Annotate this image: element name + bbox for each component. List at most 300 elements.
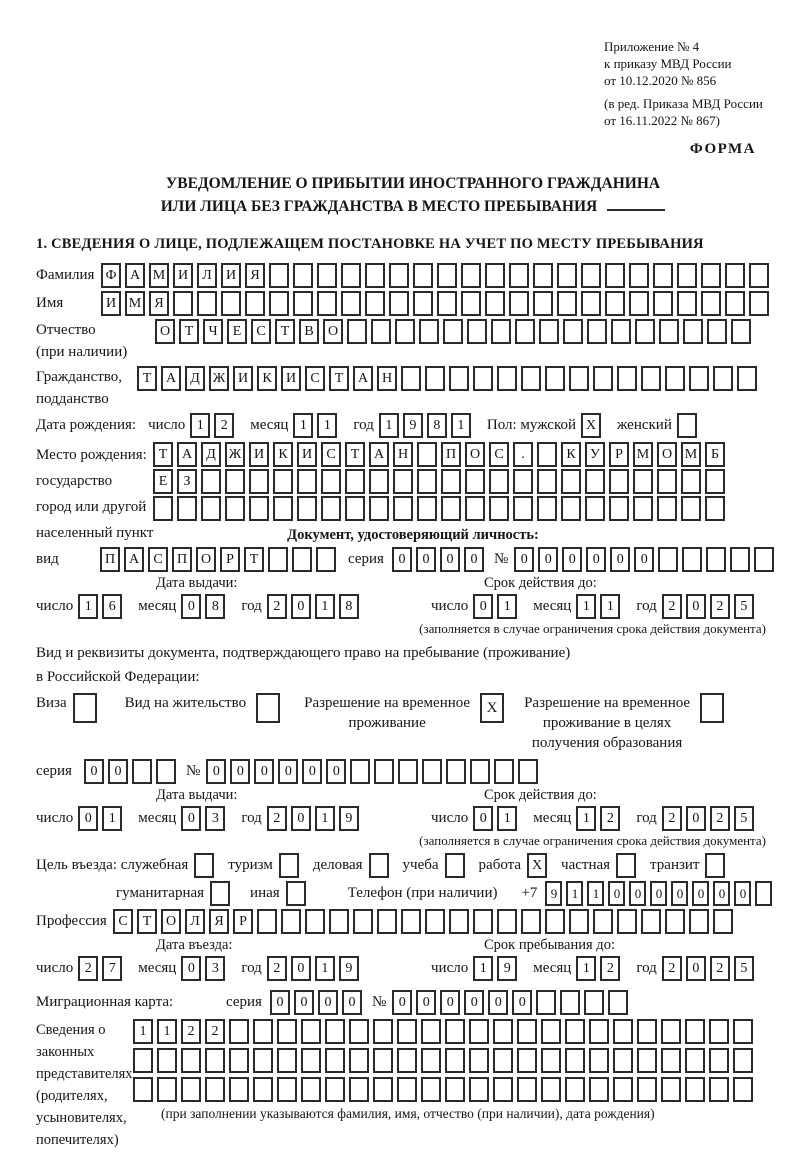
char-cell[interactable]: [437, 291, 457, 316]
char-cell-filled[interactable]: Р: [609, 442, 629, 467]
char-cell[interactable]: [205, 1077, 225, 1102]
char-cell[interactable]: [613, 1019, 633, 1044]
char-cell[interactable]: [733, 1019, 753, 1044]
char-cell-filled[interactable]: 0: [302, 759, 322, 784]
char-cell[interactable]: [589, 1019, 609, 1044]
char-cell[interactable]: [373, 1077, 393, 1102]
char-cell[interactable]: [705, 853, 725, 878]
char-cell[interactable]: [194, 853, 214, 878]
char-cell-filled[interactable]: 2: [662, 956, 682, 981]
char-cell[interactable]: [677, 291, 697, 316]
char-cell[interactable]: [437, 263, 457, 288]
char-cell-filled[interactable]: 1: [576, 594, 596, 619]
char-cell[interactable]: [616, 853, 636, 878]
char-cell[interactable]: [205, 1048, 225, 1073]
char-cell-filled[interactable]: Л: [185, 909, 205, 934]
char-cell[interactable]: [653, 263, 673, 288]
char-cell[interactable]: [421, 1019, 441, 1044]
char-cell-filled[interactable]: 0: [291, 594, 311, 619]
char-cell-filled[interactable]: З: [177, 469, 197, 494]
char-cell[interactable]: [297, 469, 317, 494]
char-cell-filled[interactable]: 1: [576, 956, 596, 981]
char-cell[interactable]: [273, 496, 293, 521]
char-cell[interactable]: [229, 1077, 249, 1102]
char-cell-filled[interactable]: .: [513, 442, 533, 467]
char-cell[interactable]: [345, 469, 365, 494]
char-cell[interactable]: [467, 319, 487, 344]
char-cell[interactable]: [153, 496, 173, 521]
char-cell[interactable]: [633, 469, 653, 494]
char-cell[interactable]: [419, 319, 439, 344]
char-cell[interactable]: [705, 496, 725, 521]
char-cell[interactable]: [709, 1048, 729, 1073]
char-cell-filled[interactable]: 2: [600, 956, 620, 981]
char-cell-filled[interactable]: Т: [329, 366, 349, 391]
char-cell[interactable]: [201, 469, 221, 494]
char-cell-filled[interactable]: М: [633, 442, 653, 467]
char-cell[interactable]: [329, 909, 349, 934]
char-cell[interactable]: [201, 496, 221, 521]
char-cell[interactable]: [369, 469, 389, 494]
char-cell[interactable]: [245, 291, 265, 316]
char-cell[interactable]: [132, 759, 152, 784]
char-cell-filled[interactable]: 2: [710, 956, 730, 981]
char-cell-filled[interactable]: О: [657, 442, 677, 467]
char-cell-filled[interactable]: 0: [512, 990, 532, 1015]
char-cell[interactable]: [659, 319, 679, 344]
char-cell[interactable]: [608, 990, 628, 1015]
char-cell-filled[interactable]: 0: [254, 759, 274, 784]
char-cell[interactable]: [629, 291, 649, 316]
char-cell-filled[interactable]: 1: [497, 806, 517, 831]
char-cell[interactable]: [321, 496, 341, 521]
char-cell[interactable]: [681, 469, 701, 494]
char-cell-filled[interactable]: Р: [233, 909, 253, 934]
char-cell[interactable]: [377, 909, 397, 934]
char-cell[interactable]: [560, 990, 580, 1015]
char-cell[interactable]: [341, 263, 361, 288]
char-cell-filled[interactable]: 0: [416, 547, 436, 572]
char-cell-filled[interactable]: Ф: [101, 263, 121, 288]
char-cell-filled[interactable]: 0: [392, 990, 412, 1015]
char-cell-filled[interactable]: Я: [245, 263, 265, 288]
char-cell[interactable]: [661, 1077, 681, 1102]
char-cell[interactable]: [157, 1048, 177, 1073]
char-cell[interactable]: [518, 759, 538, 784]
char-cell[interactable]: [517, 1019, 537, 1044]
char-cell-filled[interactable]: 0: [634, 547, 654, 572]
char-cell-filled[interactable]: 0: [291, 806, 311, 831]
char-cell[interactable]: [541, 1048, 561, 1073]
char-cell-filled[interactable]: О: [196, 547, 216, 572]
char-cell-filled[interactable]: А: [125, 263, 145, 288]
char-cell[interactable]: [605, 291, 625, 316]
char-cell-filled[interactable]: 0: [291, 956, 311, 981]
char-cell[interactable]: [493, 1019, 513, 1044]
char-cell[interactable]: [449, 366, 469, 391]
char-cell-filled[interactable]: А: [177, 442, 197, 467]
char-cell-filled[interactable]: В: [299, 319, 319, 344]
char-cell[interactable]: [725, 263, 745, 288]
char-cell[interactable]: [653, 291, 673, 316]
char-cell-filled[interactable]: 0: [342, 990, 362, 1015]
char-cell[interactable]: [629, 263, 649, 288]
char-cell-filled[interactable]: 1: [497, 594, 517, 619]
char-cell[interactable]: [539, 319, 559, 344]
char-cell[interactable]: [541, 1077, 561, 1102]
char-cell-filled[interactable]: О: [155, 319, 175, 344]
char-cell-filled[interactable]: 0: [440, 547, 460, 572]
char-cell[interactable]: [541, 1019, 561, 1044]
char-cell[interactable]: [325, 1048, 345, 1073]
char-cell[interactable]: [537, 442, 557, 467]
char-cell[interactable]: [317, 291, 337, 316]
char-cell[interactable]: [397, 1077, 417, 1102]
char-cell-filled[interactable]: 6: [102, 594, 122, 619]
char-cell[interactable]: [371, 319, 391, 344]
char-cell[interactable]: [389, 291, 409, 316]
char-cell[interactable]: [537, 469, 557, 494]
char-cell-filled[interactable]: 0: [650, 881, 667, 906]
char-cell[interactable]: [617, 909, 637, 934]
char-cell-filled[interactable]: 0: [181, 806, 201, 831]
char-cell[interactable]: [593, 366, 613, 391]
char-cell[interactable]: [497, 366, 517, 391]
char-cell[interactable]: [589, 1048, 609, 1073]
char-cell-filled[interactable]: 1: [587, 881, 604, 906]
char-cell[interactable]: [249, 469, 269, 494]
char-cell-filled[interactable]: И: [221, 263, 241, 288]
char-cell[interactable]: [749, 263, 769, 288]
char-cell-filled[interactable]: 1: [600, 594, 620, 619]
char-cell[interactable]: [635, 319, 655, 344]
char-cell[interactable]: [321, 469, 341, 494]
char-cell-filled[interactable]: 2: [205, 1019, 225, 1044]
char-cell[interactable]: [713, 909, 733, 934]
char-cell[interactable]: [301, 1048, 321, 1073]
char-cell-filled[interactable]: А: [161, 366, 181, 391]
char-cell[interactable]: [293, 291, 313, 316]
char-cell[interactable]: [733, 1077, 753, 1102]
char-cell[interactable]: [565, 1048, 585, 1073]
char-cell[interactable]: [706, 547, 726, 572]
char-cell-filled[interactable]: 0: [181, 956, 201, 981]
char-cell-filled[interactable]: 1: [102, 806, 122, 831]
char-cell-filled[interactable]: И: [281, 366, 301, 391]
char-cell-filled[interactable]: У: [585, 442, 605, 467]
char-cell[interactable]: [584, 990, 604, 1015]
char-cell-filled[interactable]: 0: [440, 990, 460, 1015]
char-cell[interactable]: [683, 319, 703, 344]
char-cell[interactable]: [317, 263, 337, 288]
char-cell[interactable]: [561, 496, 581, 521]
char-cell-filled[interactable]: Д: [201, 442, 221, 467]
char-cell[interactable]: [229, 1019, 249, 1044]
char-cell[interactable]: [521, 366, 541, 391]
char-cell[interactable]: [661, 1048, 681, 1073]
char-cell[interactable]: [277, 1048, 297, 1073]
char-cell[interactable]: [425, 366, 445, 391]
char-cell[interactable]: [637, 1048, 657, 1073]
char-cell-filled[interactable]: Т: [244, 547, 264, 572]
char-cell[interactable]: [257, 909, 277, 934]
char-cell[interactable]: [373, 1048, 393, 1073]
char-cell[interactable]: [685, 1077, 705, 1102]
char-cell[interactable]: [449, 909, 469, 934]
char-cell[interactable]: [465, 469, 485, 494]
char-cell[interactable]: [730, 547, 750, 572]
char-cell-filled[interactable]: О: [465, 442, 485, 467]
char-cell[interactable]: [305, 909, 325, 934]
char-cell[interactable]: [349, 1019, 369, 1044]
char-cell[interactable]: [253, 1077, 273, 1102]
char-cell[interactable]: [565, 1019, 585, 1044]
char-cell-filled[interactable]: Е: [153, 469, 173, 494]
char-cell[interactable]: [73, 693, 97, 723]
char-cell[interactable]: [173, 291, 193, 316]
char-cell[interactable]: [517, 1048, 537, 1073]
char-cell-filled[interactable]: А: [124, 547, 144, 572]
char-cell[interactable]: [613, 1077, 633, 1102]
char-cell[interactable]: [225, 496, 245, 521]
char-cell-filled[interactable]: И: [101, 291, 121, 316]
char-cell-filled[interactable]: 0: [392, 547, 412, 572]
char-cell-filled[interactable]: 0: [686, 806, 706, 831]
char-cell[interactable]: [569, 909, 589, 934]
char-cell-filled[interactable]: П: [441, 442, 461, 467]
char-cell[interactable]: [682, 547, 702, 572]
char-cell[interactable]: [641, 909, 661, 934]
char-cell-filled[interactable]: О: [161, 909, 181, 934]
char-cell-filled[interactable]: 0: [734, 881, 751, 906]
char-cell[interactable]: [658, 547, 678, 572]
char-cell[interactable]: [469, 1077, 489, 1102]
char-cell[interactable]: [493, 1077, 513, 1102]
char-cell[interactable]: [585, 496, 605, 521]
char-cell-filled[interactable]: М: [149, 263, 169, 288]
char-cell[interactable]: [665, 909, 685, 934]
char-cell[interactable]: [493, 1048, 513, 1073]
char-cell[interactable]: [417, 442, 437, 467]
char-cell[interactable]: [685, 1048, 705, 1073]
char-cell[interactable]: [515, 319, 535, 344]
char-cell[interactable]: [587, 319, 607, 344]
char-cell[interactable]: [637, 1019, 657, 1044]
char-cell[interactable]: [585, 469, 605, 494]
char-cell-filled[interactable]: 0: [108, 759, 128, 784]
char-cell-filled[interactable]: 2: [181, 1019, 201, 1044]
char-cell-filled[interactable]: 2: [662, 594, 682, 619]
char-cell-filled[interactable]: 9: [545, 881, 562, 906]
char-cell[interactable]: [443, 319, 463, 344]
char-cell[interactable]: [633, 496, 653, 521]
char-cell-filled[interactable]: 1: [576, 806, 596, 831]
char-cell-filled[interactable]: И: [249, 442, 269, 467]
char-cell[interactable]: [637, 1077, 657, 1102]
char-cell[interactable]: [445, 1019, 465, 1044]
char-cell-filled[interactable]: 9: [339, 956, 359, 981]
char-cell[interactable]: [210, 881, 230, 906]
char-cell[interactable]: [725, 291, 745, 316]
char-cell-filled[interactable]: 2: [267, 806, 287, 831]
char-cell-filled[interactable]: 5: [734, 956, 754, 981]
char-cell[interactable]: [521, 909, 541, 934]
char-cell-filled[interactable]: 9: [497, 956, 517, 981]
char-cell-filled[interactable]: X: [581, 413, 601, 438]
char-cell[interactable]: [181, 1048, 201, 1073]
char-cell[interactable]: [707, 319, 727, 344]
char-cell[interactable]: [754, 547, 774, 572]
char-cell-filled[interactable]: 0: [686, 594, 706, 619]
char-cell-filled[interactable]: Е: [227, 319, 247, 344]
char-cell[interactable]: [397, 1019, 417, 1044]
char-cell[interactable]: [341, 291, 361, 316]
char-cell[interactable]: [292, 547, 312, 572]
char-cell[interactable]: [393, 469, 413, 494]
char-cell[interactable]: [157, 1077, 177, 1102]
char-cell[interactable]: [545, 366, 565, 391]
char-cell[interactable]: [417, 469, 437, 494]
char-cell[interactable]: [229, 1048, 249, 1073]
char-cell-filled[interactable]: М: [681, 442, 701, 467]
char-cell-filled[interactable]: М: [125, 291, 145, 316]
char-cell-filled[interactable]: И: [173, 263, 193, 288]
char-cell[interactable]: [273, 469, 293, 494]
char-cell-filled[interactable]: 0: [629, 881, 646, 906]
char-cell-filled[interactable]: Я: [209, 909, 229, 934]
char-cell[interactable]: [565, 1077, 585, 1102]
char-cell-filled[interactable]: 0: [514, 547, 534, 572]
char-cell[interactable]: [446, 759, 466, 784]
char-cell-filled[interactable]: 1: [315, 594, 335, 619]
char-cell[interactable]: [277, 1019, 297, 1044]
char-cell[interactable]: [417, 496, 437, 521]
char-cell[interactable]: [397, 1048, 417, 1073]
char-cell[interactable]: [221, 291, 241, 316]
char-cell[interactable]: [301, 1077, 321, 1102]
char-cell[interactable]: [701, 263, 721, 288]
char-cell[interactable]: [253, 1048, 273, 1073]
char-cell[interactable]: [513, 469, 533, 494]
char-cell-filled[interactable]: 1: [190, 413, 210, 438]
char-cell[interactable]: [413, 263, 433, 288]
char-cell-filled[interactable]: 0: [206, 759, 226, 784]
char-cell-filled[interactable]: 5: [734, 806, 754, 831]
char-cell[interactable]: [293, 263, 313, 288]
char-cell[interactable]: [249, 496, 269, 521]
char-cell-filled[interactable]: П: [100, 547, 120, 572]
char-cell[interactable]: [494, 759, 514, 784]
char-cell[interactable]: [413, 291, 433, 316]
char-cell[interactable]: [689, 366, 709, 391]
char-cell-filled[interactable]: Ч: [203, 319, 223, 344]
char-cell[interactable]: [497, 909, 517, 934]
char-cell-filled[interactable]: 3: [205, 806, 225, 831]
char-cell-filled[interactable]: 0: [538, 547, 558, 572]
char-cell[interactable]: [581, 291, 601, 316]
char-cell[interactable]: [349, 1048, 369, 1073]
char-cell[interactable]: [133, 1077, 153, 1102]
char-cell-filled[interactable]: С: [113, 909, 133, 934]
char-cell-filled[interactable]: 5: [734, 594, 754, 619]
char-cell-filled[interactable]: Р: [220, 547, 240, 572]
char-cell[interactable]: [513, 496, 533, 521]
char-cell-filled[interactable]: 2: [600, 806, 620, 831]
char-cell-filled[interactable]: Т: [275, 319, 295, 344]
char-cell[interactable]: [469, 1019, 489, 1044]
char-cell[interactable]: [156, 759, 176, 784]
char-cell-filled[interactable]: 0: [473, 806, 493, 831]
char-cell[interactable]: [465, 496, 485, 521]
char-cell-filled[interactable]: X: [527, 853, 547, 878]
char-cell-filled[interactable]: Т: [137, 366, 157, 391]
char-cell[interactable]: [350, 759, 370, 784]
char-cell[interactable]: [401, 366, 421, 391]
char-cell[interactable]: [469, 1048, 489, 1073]
char-cell-filled[interactable]: А: [353, 366, 373, 391]
char-cell[interactable]: [389, 263, 409, 288]
char-cell[interactable]: [561, 469, 581, 494]
char-cell-filled[interactable]: 0: [278, 759, 298, 784]
char-cell[interactable]: [709, 1019, 729, 1044]
char-cell[interactable]: [733, 1048, 753, 1073]
char-cell[interactable]: [269, 263, 289, 288]
char-cell[interactable]: [533, 263, 553, 288]
char-cell-filled[interactable]: С: [321, 442, 341, 467]
char-cell[interactable]: [181, 1077, 201, 1102]
char-cell-filled[interactable]: 8: [205, 594, 225, 619]
char-cell[interactable]: [269, 291, 289, 316]
char-cell[interactable]: [613, 1048, 633, 1073]
char-cell-filled[interactable]: 0: [608, 881, 625, 906]
char-cell-filled[interactable]: П: [172, 547, 192, 572]
char-cell[interactable]: [755, 881, 772, 906]
char-cell[interactable]: [545, 909, 565, 934]
char-cell[interactable]: [445, 853, 465, 878]
char-cell[interactable]: [563, 319, 583, 344]
char-cell-filled[interactable]: Н: [393, 442, 413, 467]
char-cell-filled[interactable]: К: [561, 442, 581, 467]
char-cell[interactable]: [489, 469, 509, 494]
char-cell[interactable]: [485, 291, 505, 316]
char-cell-filled[interactable]: 1: [317, 413, 337, 438]
char-cell[interactable]: [374, 759, 394, 784]
char-cell-filled[interactable]: 0: [671, 881, 688, 906]
char-cell-filled[interactable]: 0: [464, 547, 484, 572]
char-cell-filled[interactable]: И: [297, 442, 317, 467]
char-cell[interactable]: [445, 1077, 465, 1102]
char-cell[interactable]: [353, 909, 373, 934]
char-cell[interactable]: [253, 1019, 273, 1044]
char-cell[interactable]: [681, 496, 701, 521]
char-cell-filled[interactable]: 1: [566, 881, 583, 906]
char-cell-filled[interactable]: Т: [345, 442, 365, 467]
char-cell[interactable]: [689, 909, 709, 934]
char-cell-filled[interactable]: 1: [379, 413, 399, 438]
char-cell[interactable]: [657, 496, 677, 521]
char-cell[interactable]: [609, 469, 629, 494]
char-cell[interactable]: [277, 1077, 297, 1102]
char-cell[interactable]: [286, 881, 306, 906]
char-cell-filled[interactable]: 0: [464, 990, 484, 1015]
char-cell[interactable]: [731, 319, 751, 344]
char-cell-filled[interactable]: Л: [197, 263, 217, 288]
char-cell[interactable]: [581, 263, 601, 288]
char-cell[interactable]: [617, 366, 637, 391]
char-cell-filled[interactable]: С: [489, 442, 509, 467]
char-cell[interactable]: [737, 366, 757, 391]
char-cell-filled[interactable]: 0: [686, 956, 706, 981]
